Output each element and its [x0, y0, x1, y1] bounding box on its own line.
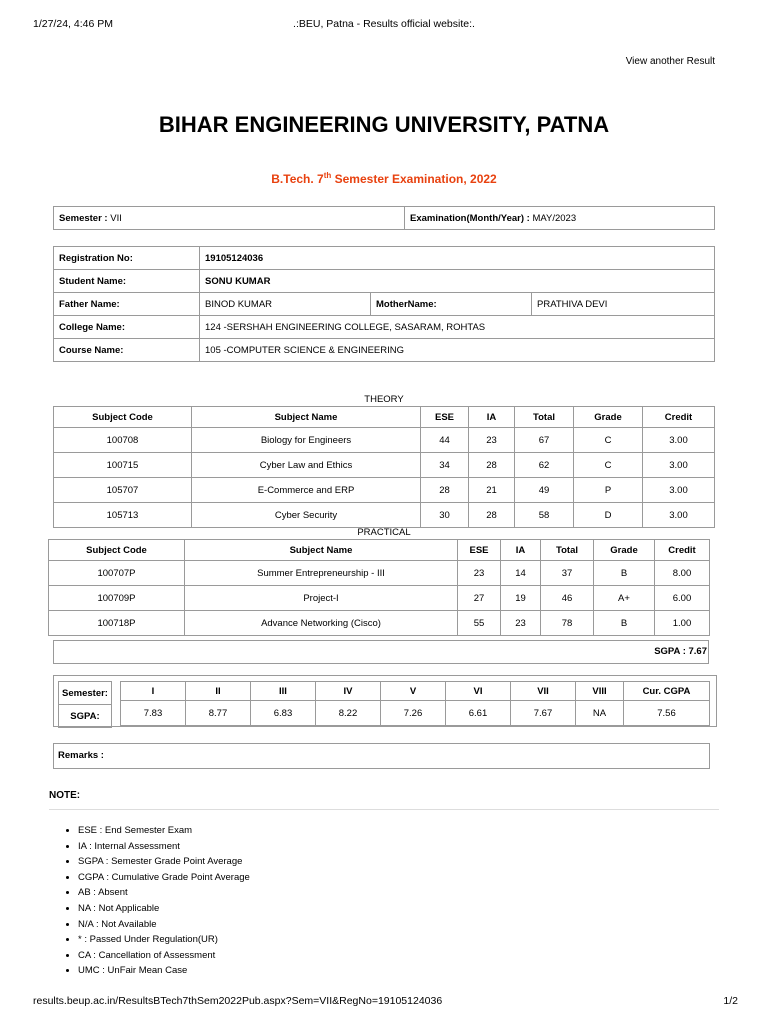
table-row: [49, 586, 710, 611]
grade: A+: [594, 586, 655, 611]
ese-marks: 23: [458, 561, 501, 586]
parents-row: [54, 293, 715, 316]
father-name-label: Father Name:: [54, 293, 200, 316]
subject-code: 100718P: [49, 611, 185, 636]
table-row: [54, 503, 715, 528]
practical-header-cell: Subject Code: [49, 540, 185, 561]
theory-caption: THEORY: [364, 394, 404, 405]
ia-marks: 21: [469, 478, 515, 503]
semester-cell: [54, 207, 405, 230]
sgpa-value: 7.26: [381, 701, 446, 726]
print-url: results.beup.ac.in/ResultsBTech7thSem2022Pub.aspx?Sem=VII&RegNo=19105124036: [33, 995, 443, 1007]
subject-code: 100715: [54, 453, 192, 478]
grade: B: [594, 611, 655, 636]
ia-marks: 19: [501, 586, 541, 611]
view-another-result-link[interactable]: View another Result: [625, 56, 715, 67]
credit: 1.00: [655, 611, 710, 636]
course-row: [54, 339, 715, 362]
sgpa-value-row: [121, 701, 710, 726]
practical-table: [48, 539, 710, 636]
semester-label: Semester :: [59, 212, 108, 224]
total-marks: 49: [515, 478, 574, 503]
theory-header-cell: Grade: [574, 407, 643, 428]
theory-table: [53, 406, 715, 528]
father-name-value: BINOD KUMAR: [200, 293, 371, 316]
total-marks: 78: [541, 611, 594, 636]
theory-header-cell: Credit: [643, 407, 715, 428]
list-item: • NA : Not Applicable: [78, 901, 250, 917]
credit: 3.00: [643, 428, 715, 453]
course-name-label: Course Name:: [54, 339, 200, 362]
semester-summary-table: [120, 681, 710, 726]
list-item: • UMC : UnFair Mean Case: [78, 963, 250, 979]
grade: B: [594, 561, 655, 586]
theory-header-cell: Total: [515, 407, 574, 428]
list-item: • AB : Absent: [78, 885, 250, 901]
practical-caption: PRACTICAL: [357, 527, 411, 538]
semester-row-label: Semester:: [59, 682, 112, 705]
total-marks: 37: [541, 561, 594, 586]
semester-header: VIII: [576, 682, 624, 701]
subject-name: Biology for Engineers: [192, 428, 421, 453]
subject-code: 100707P: [49, 561, 185, 586]
subject-name: Cyber Security: [192, 503, 421, 528]
notes-list: [62, 823, 250, 979]
sgpa-value: 6.61: [446, 701, 511, 726]
examination-cell: [405, 207, 715, 230]
list-item: • * : Passed Under Regulation(UR): [78, 932, 250, 948]
semester-header-row: [121, 682, 710, 701]
cgpa-value: 7.56: [624, 701, 710, 726]
registration-row: [54, 247, 715, 270]
ese-marks: 55: [458, 611, 501, 636]
total-marks: 67: [515, 428, 574, 453]
grade: C: [574, 428, 643, 453]
college-name-value: 124 -SERSHAH ENGINEERING COLLEGE, SASARAM, ROHTAS: [200, 316, 715, 339]
table-row: [54, 478, 715, 503]
sgpa-value: 8.22: [316, 701, 381, 726]
total-marks: 58: [515, 503, 574, 528]
semester-info-table: [53, 206, 715, 230]
practical-header-cell: Subject Name: [185, 540, 458, 561]
grade: P: [574, 478, 643, 503]
sgpa-value: 7.83: [121, 701, 186, 726]
semester-header: III: [251, 682, 316, 701]
ia-marks: 23: [469, 428, 515, 453]
ia-marks: 28: [469, 503, 515, 528]
ese-marks: 28: [421, 478, 469, 503]
sgpa-summary: SGPA : 7.67: [53, 640, 709, 664]
subject-name: Project-I: [185, 586, 458, 611]
theory-header-row: [54, 407, 715, 428]
ia-marks: 23: [501, 611, 541, 636]
note-divider: [49, 809, 719, 810]
mother-name-value: PRATHIVA DEVI: [532, 293, 715, 316]
total-marks: 46: [541, 586, 594, 611]
semester-value: VII: [107, 212, 122, 224]
table-row: [49, 611, 710, 636]
subject-name: E-Commerce and ERP: [192, 478, 421, 503]
grade: C: [574, 453, 643, 478]
semester-header: V: [381, 682, 446, 701]
semester-header: VI: [446, 682, 511, 701]
semester-summary-labels: [58, 681, 112, 728]
sgpa-value: 6.83: [251, 701, 316, 726]
list-item: • SGPA : Semester Grade Point Average: [78, 854, 250, 870]
list-item: • N/A : Not Available: [78, 917, 250, 933]
registration-value: 19105124036: [200, 247, 715, 270]
subject-code: 105707: [54, 478, 192, 503]
cgpa-header: Cur. CGPA: [624, 682, 710, 701]
practical-header-cell: ESE: [458, 540, 501, 561]
list-item: • IA : Internal Assessment: [78, 839, 250, 855]
ese-marks: 30: [421, 503, 469, 528]
theory-header-cell: IA: [469, 407, 515, 428]
subject-code: 105713: [54, 503, 192, 528]
subject-name: Cyber Law and Ethics: [192, 453, 421, 478]
semester-header: IV: [316, 682, 381, 701]
semester-label-row: [59, 682, 112, 705]
table-row: [49, 561, 710, 586]
course-name-value: 105 -COMPUTER SCIENCE & ENGINEERING: [200, 339, 715, 362]
credit: 6.00: [655, 586, 710, 611]
practical-header-cell: Total: [541, 540, 594, 561]
sgpa-value: 7.67: [511, 701, 576, 726]
student-name-value: SONU KUMAR: [200, 270, 715, 293]
semester-header: VII: [511, 682, 576, 701]
grade: D: [574, 503, 643, 528]
print-page-number: 1/2: [723, 995, 738, 1007]
credit: 8.00: [655, 561, 710, 586]
sgpa-value: 8.77: [186, 701, 251, 726]
student-info-table: [53, 246, 715, 362]
university-title: BIHAR ENGINEERING UNIVERSITY, PATNA: [158, 112, 610, 137]
credit: 3.00: [643, 478, 715, 503]
theory-header-cell: ESE: [421, 407, 469, 428]
theory-header-cell: Subject Name: [192, 407, 421, 428]
table-row: [54, 453, 715, 478]
student-name-row: [54, 270, 715, 293]
semester-header: I: [121, 682, 186, 701]
ese-marks: 34: [421, 453, 469, 478]
exam-title-sup: th: [323, 171, 332, 180]
student-name-label: Student Name:: [54, 270, 200, 293]
credit: 3.00: [643, 453, 715, 478]
list-item: • ESE : End Semester Exam: [78, 823, 250, 839]
list-item: • CA : Cancellation of Assessment: [78, 948, 250, 964]
semester-info-row: [54, 207, 715, 230]
practical-header-row: [49, 540, 710, 561]
subject-code: 100709P: [49, 586, 185, 611]
sgpa-label-row: [59, 705, 112, 728]
college-name-label: College Name:: [54, 316, 200, 339]
practical-header-cell: IA: [501, 540, 541, 561]
subject-name: Summer Entrepreneurship - III: [185, 561, 458, 586]
sgpa-row-label: SGPA:: [59, 705, 112, 728]
ia-marks: 28: [469, 453, 515, 478]
subject-code: 100708: [54, 428, 192, 453]
practical-header-cell: Credit: [655, 540, 710, 561]
total-marks: 62: [515, 453, 574, 478]
semester-header: II: [186, 682, 251, 701]
ese-marks: 44: [421, 428, 469, 453]
college-row: [54, 316, 715, 339]
print-datetime: 1/27/24, 4:46 PM: [33, 18, 113, 30]
list-item: • CGPA : Cumulative Grade Point Average: [78, 870, 250, 886]
ese-marks: 27: [458, 586, 501, 611]
practical-header-cell: Grade: [594, 540, 655, 561]
exam-title-prefix: B.Tech. 7: [271, 172, 324, 186]
mother-name-label: MotherName:: [371, 293, 532, 316]
exam-title: [0, 171, 768, 186]
semester-summary-box: [53, 675, 717, 727]
examination-value: MAY/2023: [529, 212, 577, 224]
note-title: NOTE:: [49, 790, 81, 801]
sgpa-value: NA: [576, 701, 624, 726]
credit: 3.00: [643, 503, 715, 528]
examination-label: Examination(Month/Year) :: [410, 212, 530, 224]
subject-name: Advance Networking (Cisco): [185, 611, 458, 636]
exam-title-suffix: Semester Examination, 2022: [331, 172, 497, 186]
remarks-box: Remarks :: [53, 743, 710, 769]
ia-marks: 14: [501, 561, 541, 586]
theory-header-cell: Subject Code: [54, 407, 192, 428]
table-row: [54, 428, 715, 453]
registration-label: Registration No:: [54, 247, 200, 270]
print-page-title: .:BEU, Patna - Results official website:.: [293, 18, 475, 30]
